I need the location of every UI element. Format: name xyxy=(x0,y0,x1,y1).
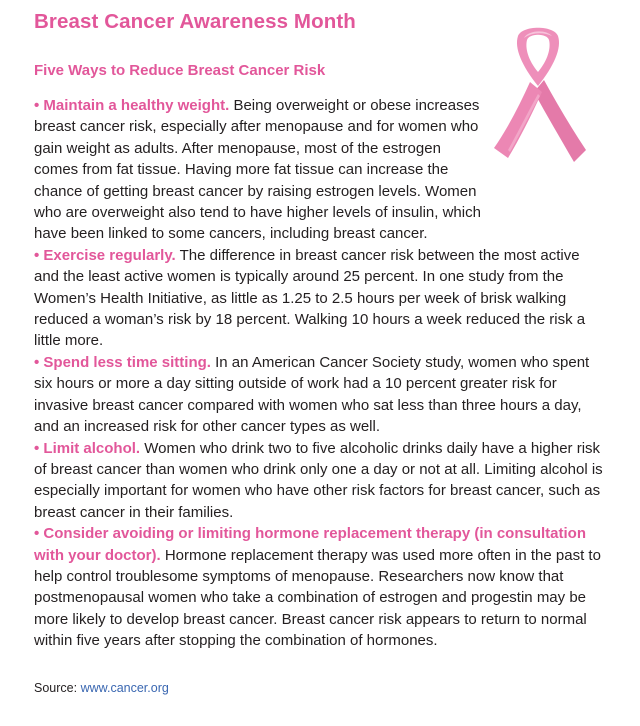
source-citation xyxy=(34,681,169,695)
tips-list xyxy=(34,95,608,652)
page-title: Breast Cancer Awareness Month xyxy=(34,10,356,33)
tip-text: Women who drink two to five alcoholic drinks daily have a higher risk of breast cancer than women who drink only one a day or not at all. Limiting alcohol is especially important for women who have other risk factors for breast cancer, such as breast cancer in their families. xyxy=(34,439,603,521)
tip-heading: • Spend less time sitting. xyxy=(34,353,211,371)
tip-heading: • Limit alcohol. xyxy=(34,439,141,457)
tip-text: The difference in breast cancer risk between the most active and the least active women is typically around 25 percent. In one study from the Women’s Health Initiative, as little as 1.25 to 2.5 hours per week of brisk walking reduced a woman’s risk by 18 percent. Walking 10 hours a week reduced the risk a little more. xyxy=(34,246,586,350)
tip-text: Hormone replacement therapy was used more often in the past to help control troublesome symptoms of menopause. Researchers now know that postmenopausal women who take a combination of estrogen and progestin may be more likely to develop breast cancer. Breast cancer risk appears to return to normal within five years after stopping the combination of hormones. xyxy=(34,546,601,650)
list-item xyxy=(34,438,608,524)
page-subtitle: Five Ways to Reduce Breast Cancer Risk xyxy=(34,62,326,79)
tip-text: In an American Cancer Society study, women who spent six hours or more a day sitting outside of work had a 10 percent greater risk for invasive breast cancer compared with women who sat less than three hours a day, and an increased risk for other cancer types as well. xyxy=(34,353,590,436)
tip-heading: • Consider avoiding or limiting hormone replacement therapy (in consultation with your doctor). xyxy=(34,525,586,564)
list-item xyxy=(34,523,608,651)
tip-heading: • Maintain a healthy weight. xyxy=(34,97,230,114)
source-label: Source: xyxy=(34,681,78,695)
list-item xyxy=(34,95,608,245)
list-item xyxy=(34,352,608,438)
tip-heading: • Exercise regularly. xyxy=(34,246,176,264)
source-link[interactable]: www.cancer.org xyxy=(80,681,169,695)
list-item xyxy=(34,245,608,352)
tip-text: Being overweight or obese increases breast cancer risk, especially after menopause and for women who gain weight as adults. After menopause, most of the estrogen comes from fat tissue. Having more fat tissue can increase the chance of getting breast cancer by raising estrogen levels. Women who are overweight also tend to have higher levels of insulin, which have been linked to some cancers, including breast cancer. xyxy=(34,97,481,243)
